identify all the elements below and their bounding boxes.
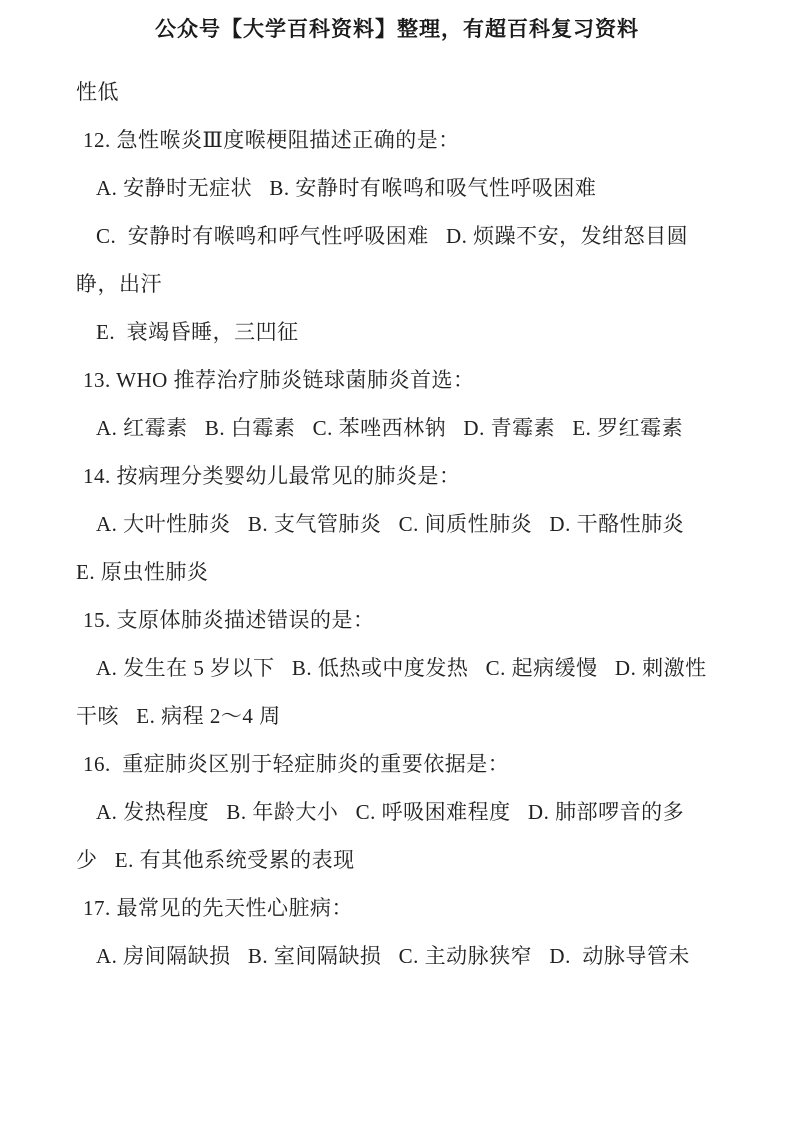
question-12-option-e: E. 衰竭昏睡，三凹征 <box>96 320 299 344</box>
question-14-stem: 14. 按病理分类婴幼儿最常见的肺炎是： <box>83 464 461 488</box>
question-12-options-a-b: A. 安静时无症状 B. 安静时有喉鸣和吸气性呼吸困难 <box>96 176 597 200</box>
question-15-options-continuation: 干咳 E. 病程 2～4 周 <box>76 704 281 728</box>
page-header: 公众号【大学百科资料】整理，有超百科复习资料 <box>155 17 639 41</box>
question-16-options-a-d: A. 发热程度 B. 年龄大小 C. 呼吸困难程度 D. 肺部啰音的多 <box>96 800 685 824</box>
question-17-options: A. 房间隔缺损 B. 室间隔缺损 C. 主动脉狭窄 D. 动脉导管未 <box>96 944 690 968</box>
document-body <box>76 68 714 980</box>
question-16-options-continuation: 少 E. 有其他系统受累的表现 <box>76 848 355 872</box>
question-16-stem: 16. 重症肺炎区别于轻症肺炎的重要依据是： <box>83 752 510 776</box>
question-17-stem: 17. 最常见的先天性心脏病： <box>83 896 353 920</box>
question-12-stem: 12. 急性喉炎Ⅲ度喉梗阻描述正确的是： <box>83 128 460 152</box>
question-13-options: A. 红霉素 B. 白霉素 C. 苯唑西林钠 D. 青霉素 E. 罗红霉素 <box>96 416 684 440</box>
question-15-options-a-d: A. 发生在 5 岁以下 B. 低热或中度发热 C. 起病缓慢 D. 刺激性 <box>96 656 707 680</box>
question-12-options-c-d: C. 安静时有喉鸣和呼气性呼吸困难 D. 烦躁不安，发绀怒目圆 <box>96 224 689 248</box>
question-15-stem: 15. 支原体肺炎描述错误的是： <box>83 608 375 632</box>
continuation-line: 性低 <box>76 80 119 104</box>
question-14-options-a-d: A. 大叶性肺炎 B. 支气管肺炎 C. 间质性肺炎 D. 干酪性肺炎 <box>96 512 685 536</box>
question-13-stem: 13. WHO 推荐治疗肺炎链球菌肺炎首选： <box>83 368 475 392</box>
question-12-option-d-continuation: 睁，出汗 <box>76 272 162 296</box>
question-14-option-e: E. 原虫性肺炎 <box>76 560 209 584</box>
